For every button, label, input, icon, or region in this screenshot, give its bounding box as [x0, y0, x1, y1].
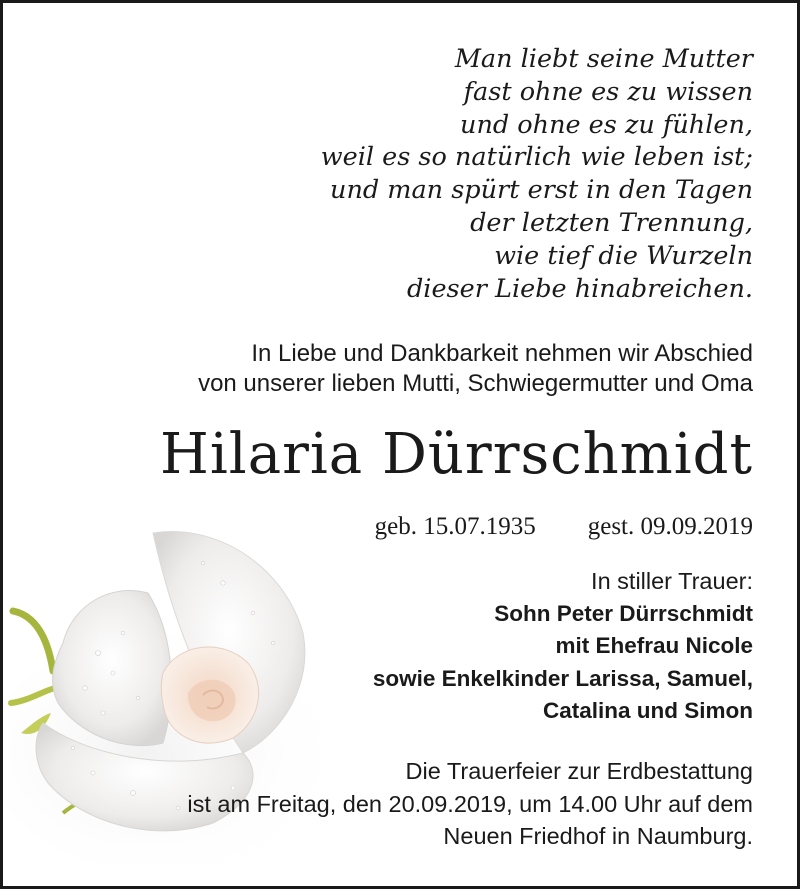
poem-line: wie tief die Wurzeln — [494, 240, 753, 271]
poem-line: weil es so natürlich wie leben ist; — [320, 142, 753, 173]
poem-line: fast ohne es zu wissen — [463, 76, 753, 107]
intro-line: In Liebe und Dankbarkeit nehmen wir Abschied — [251, 340, 753, 367]
funeral-line: Die Trauerfeier zur Erdbestattung — [405, 758, 753, 784]
poem-line: der letzten Trennung, — [470, 207, 753, 238]
intro-line: von unserer lieben Mutti, Schwiegermutter und Oma — [198, 370, 753, 397]
mourner-line: Sohn Peter Dürrschmidt — [494, 600, 753, 626]
poem-line: und man spürt erst in den Tagen — [330, 175, 753, 206]
mourners-heading: In stiller Trauer: — [591, 568, 753, 594]
farewell-intro — [198, 339, 753, 399]
poem-line: Man liebt seine Mutter — [454, 44, 753, 74]
mourner-line: mit Ehefrau Nicole — [555, 633, 753, 658]
life-dates — [375, 512, 753, 542]
deceased-name: Hilaria Dürrschmidt — [160, 422, 753, 487]
death-date: gest. 09.09.2019 — [587, 513, 753, 540]
mourners — [373, 565, 753, 728]
poem-line: und ohne es zu fühlen, — [460, 109, 753, 140]
poem — [321, 43, 753, 305]
poem-line: dieser Liebe hinabreichen. — [406, 273, 753, 304]
funeral-line: ist am Freitag, den 20.09.2019, um 14.00 Uhr auf dem — [187, 790, 753, 817]
funeral-info — [187, 755, 753, 853]
mourner-line: Catalina und Simon — [542, 698, 753, 723]
mourner-line: sowie Enkelkinder Larissa, Samuel, — [372, 665, 753, 691]
birth-date: geb. 15.07.1935 — [374, 513, 536, 540]
funeral-line: Neuen Friedhof in Naumburg. — [443, 823, 753, 849]
